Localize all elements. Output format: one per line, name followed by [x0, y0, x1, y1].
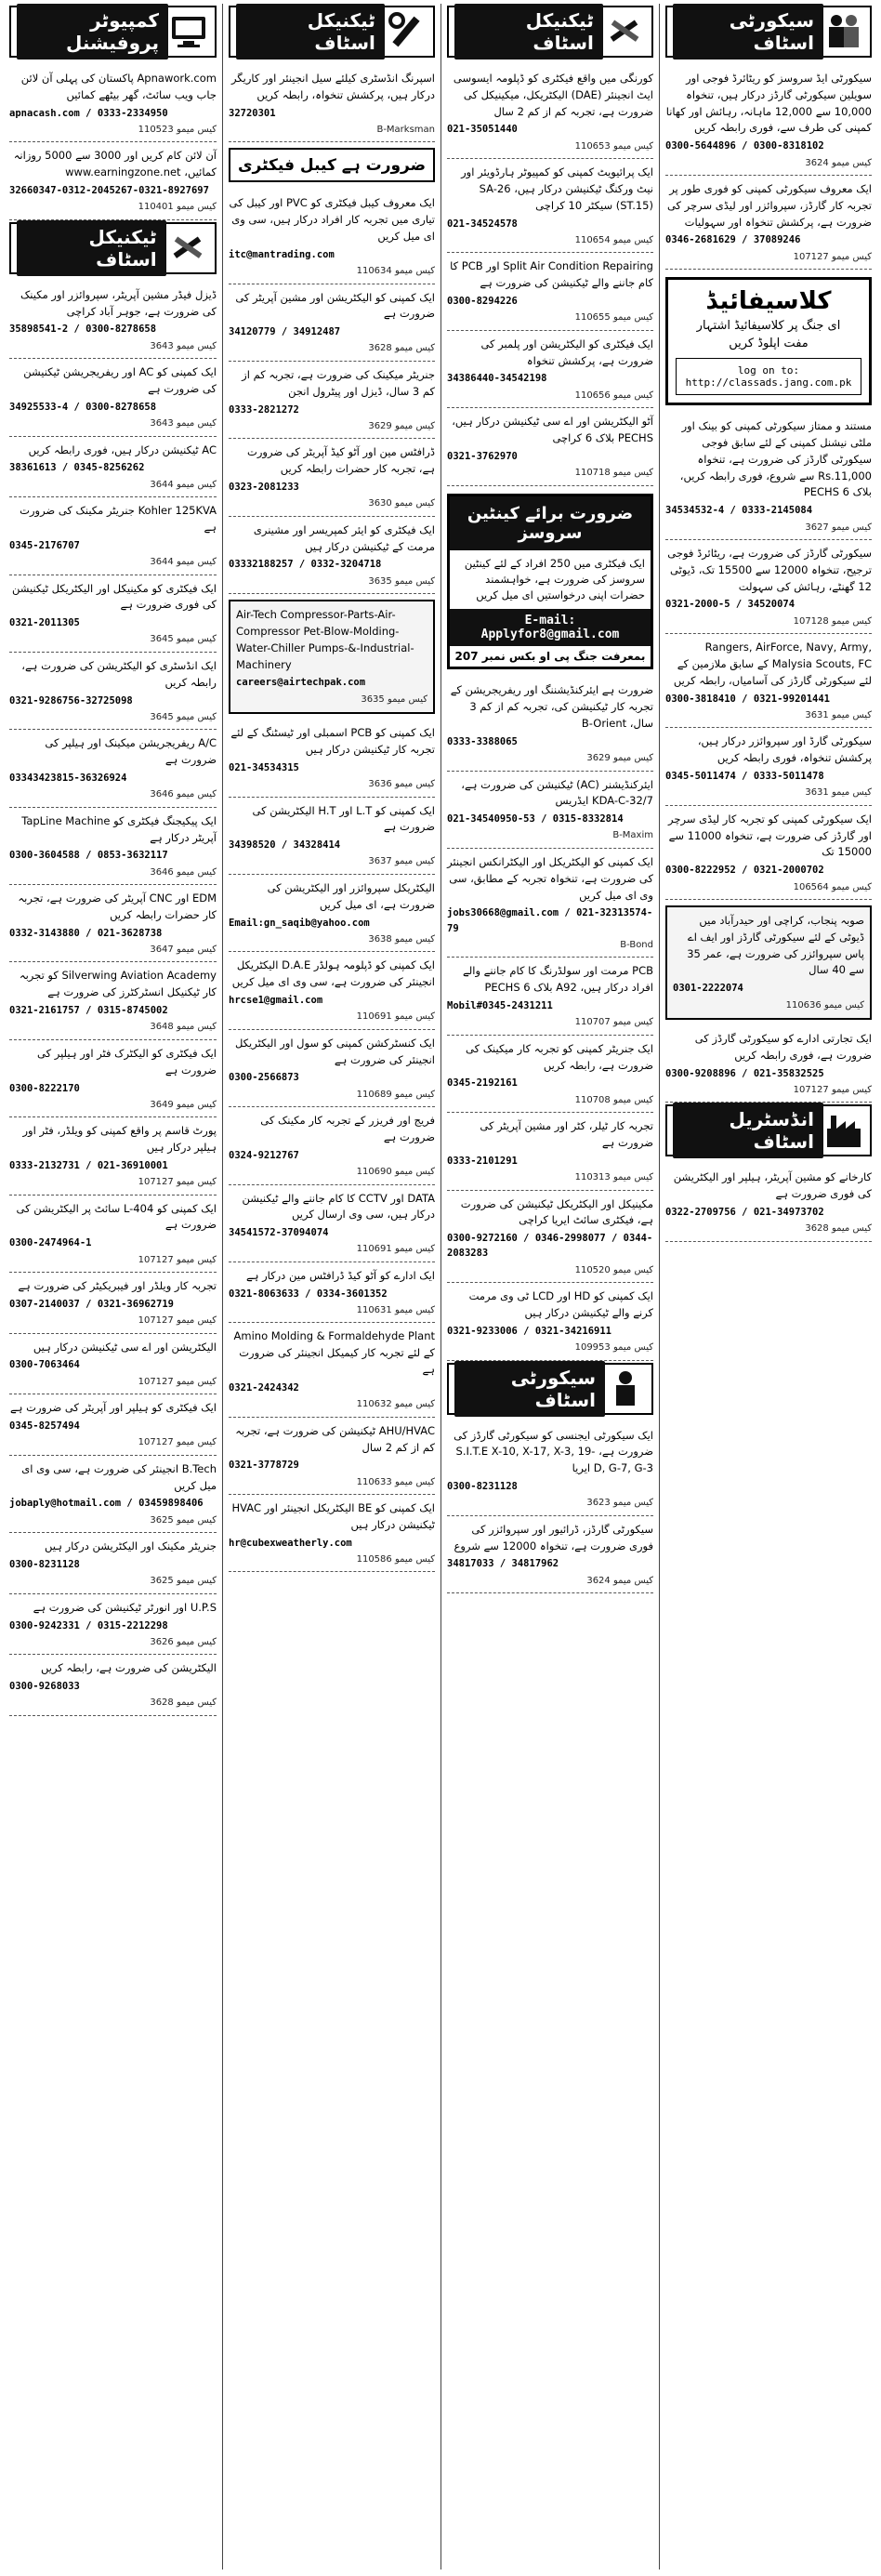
ad-memo: کیس میمو 110401	[138, 202, 217, 213]
ad-memo: کیس میمو 3628	[805, 1223, 872, 1235]
ad-text: ایک فیکٹری کو الیکٹریشن اور پلمبر کی ضرورت ہے، پرکشش تنخواہ	[480, 337, 653, 367]
ad-memo: کیس میمو 106564	[793, 881, 872, 892]
ad-phone: 34534532-4 / 0333-2145084	[665, 505, 813, 517]
ad-text: تجربہ کار ٹیلر، کٹر اور مشین آپریٹر کی ضرورت ہے	[480, 1119, 653, 1149]
classified-ad	[229, 517, 435, 594]
classified-ad	[447, 159, 653, 253]
ad-memo: کیس میمو 3649	[150, 1099, 217, 1110]
ad-phone: Mobil#0345-2431211	[447, 1000, 553, 1012]
ad-memo: کیس میمو 110718	[574, 468, 653, 479]
ad-phone: 0300-3818410 / 0321-99201441	[665, 693, 831, 705]
ad-phone: 0300-7063464	[9, 1359, 80, 1371]
ad-memo: کیس میمو 3627	[805, 522, 872, 533]
ad-phone: 03343423815-36326924	[9, 772, 127, 784]
ad-memo: کیس میمو 3643	[150, 340, 217, 351]
category-title: سیکورٹی اسٹاف	[673, 4, 823, 59]
classified-ad	[447, 65, 653, 159]
classified-ad	[9, 1394, 217, 1456]
classified-ad	[447, 958, 653, 1035]
ad-phone: 0324-9212767	[229, 1149, 299, 1161]
ad-text: ڈیزل فیڈر مشین آپریٹر، سپروائزر اور مکینک کی ضرورت ہے، جوہر آباد کراچی	[20, 287, 217, 318]
ad-text: فریج اور فریزر کے تجربہ کار مکینک کی ضرورت ہے	[260, 1114, 435, 1143]
ad-text: ایک ادارے کو آٹو کیڈ ڈرافٹس مین درکار ہے	[245, 1268, 435, 1282]
ad-phone: 021-34534315	[229, 761, 299, 773]
ad-text: ایک سیکورٹی کمپنی کو تجربہ کار لیڈی سرچر اور گارڈز کی ضرورت ہے، تنخواہ 11000 سے 15000 تک	[668, 812, 872, 859]
classified-ad	[665, 806, 872, 900]
ad-phone: 0300-8231128	[9, 1558, 80, 1570]
ad-text: ایک فیکٹری کو ایئر کمپریسر اور مشینری مرمت کے ٹیکنیشن درکار ہیں	[253, 522, 435, 553]
category-title: ٹیکنیکل اسٹاف	[236, 4, 385, 59]
ad-text: ایک کمپنی کو الیکٹریکل اور الیکٹرانکس انجینئر کی ضرورت ہے، تنخواہ تجربہ کے مطابق، سی وی ای میل کریں	[447, 854, 653, 902]
classified-ad	[665, 1025, 872, 1103]
classified-ad	[229, 1185, 435, 1262]
ad-phone: 34541572-37094074	[229, 1227, 329, 1239]
ad-memo: کیس میمو 110707	[574, 1017, 653, 1028]
promo-line: ای جنگ پر کلاسیفائیڈ اشتہار	[696, 319, 841, 334]
ad-text: صوبہ پنجاب، کراچی اور حیدرآباد میں ڈیوٹی کے لئے سیکورٹی گارڈز اور ایف اے پاس سپروائزر کی ضرورت ہے، عمر 35 سے 40 سال	[687, 914, 864, 977]
ad-phone: 03332188257 / 0332-3204718	[229, 559, 382, 571]
canteen-ad-footer: بمعرفت جنگ پی او بکس نمبر 207	[454, 650, 646, 664]
ad-memo: کیس میمو 107127	[138, 1254, 217, 1265]
ad-memo: کیس میمو 3646	[150, 866, 217, 878]
ad-memo: کیس میمو 110631	[356, 1304, 435, 1315]
ad-memo: کیس میمو 110633	[356, 1476, 435, 1487]
ad-text: ایک کمپنی کو HD اور LCD ٹی وی مرمت کرنے والے ٹیکنیشن درکار ہیں	[468, 1289, 653, 1320]
ad-text: Split Air Condition Repairing اور PCB کا کام جاننے والے ٹیکنیشن کی ضرورت ہے	[450, 259, 653, 290]
canteen-ad-text: ایک فیکٹری میں 250 افراد کے لئے کینٹین سروسز کی ضرورت ہے، خواہشمند حضرات اپنی درخواستیں ای میل کریں	[464, 556, 645, 602]
ad-memo: کیس میمو 3645	[150, 711, 217, 722]
ad-text: مستند و ممتاز سیکورٹی کمپنی کو بینک اور ملٹی نیشنل کمپنی کے لئے سابق فوجی سیکورٹی گارڈز کی ضرورت ہے، تنخواہ Rs.11,000 سے شروع، فوری رابطہ کریں، بلاک 6 PECHS	[679, 419, 872, 499]
ad-memo: کیس میمو 110654	[574, 234, 653, 245]
ad-memo: کیس میمو 3635	[361, 694, 427, 705]
ad-memo: کیس میمو 107128	[793, 615, 872, 627]
column-security-staff	[659, 4, 877, 2569]
classified-ad	[9, 653, 217, 730]
ad-text: سیکورٹی گارڈ اور سپروائزر درکار ہیں، پرکشش تنخواہ، فوری رابطہ کریں	[697, 734, 872, 765]
classified-ad	[9, 359, 217, 436]
computer-icon	[168, 11, 209, 52]
ad-phone: 0300-9242331 / 0315-2212298	[9, 1619, 168, 1631]
ad-memo: کیس میمو 110634	[356, 266, 435, 277]
ad-memo: کیس میمو 3625	[150, 1576, 217, 1587]
classified-ad	[229, 952, 435, 1029]
ad-memo: کیس میمو 109953	[574, 1342, 653, 1354]
ad-phone: jobs30668@gmail.com / 021-32313574-79	[447, 907, 653, 934]
ad-memo: کیس میمو 3646	[150, 789, 217, 800]
ad-phone: 38361613 / 0345-8256262	[9, 462, 145, 474]
ad-memo: کیس میمو 3631	[805, 709, 872, 720]
ad-text: جنریٹر مکینک اور الیکٹریشن درکار ہیں	[45, 1539, 217, 1553]
ad-phone: 0333-2101291	[447, 1155, 518, 1167]
classified-ad	[447, 1113, 653, 1190]
ad-text: جنریٹر میکینک کی ضرورت ہے، تجربہ کم از کم 3 سال، ڈیزل اور پیٹرول انجن	[242, 367, 435, 398]
ad-memo: کیس میمو 3624	[586, 1575, 653, 1586]
column-technical-staff-2	[222, 4, 440, 2569]
ad-memo: کیس میمو 3637	[368, 856, 435, 867]
ad-phone: 0300-5644896 / 0300-8318102	[665, 140, 824, 152]
ad-text: ایک کمپنی کو BE الیکٹریکل انجینئر اور HVAC ٹیکنیشن درکار ہیں	[231, 1501, 435, 1531]
classified-ad	[229, 1323, 435, 1417]
ad-memo: کیس میمو 110313	[574, 1172, 653, 1183]
ad-text: ایک کنسٹرکشن کمپنی کو سول اور الیکٹریکل انجینئر کی ضرورت ہے	[234, 1036, 435, 1066]
ad-phone: 0333-2132731 / 021-36910001	[9, 1159, 168, 1171]
classified-ad	[229, 1107, 435, 1184]
ad-memo: کیس میمو 107127	[138, 1177, 217, 1188]
ad-text: Silverwing Aviation Academy کو تجربہ کار ٹیکنیکل انسٹرکٹرز کی ضرورت ہے	[19, 969, 217, 999]
ad-phone: 34925533-4 / 0300-8278658	[9, 401, 157, 413]
ad-text: ایک کمپنی کو PCB اسمبلی اور ٹیسٹنگ کے لئے تجربہ کار ٹیکنیشن درکار ہیں	[230, 726, 435, 756]
category-header-security-2	[447, 1363, 653, 1415]
ad-text: U.P.S اور انورٹر ٹیکنیشن کی ضرورت ہے	[33, 1600, 217, 1614]
classified-ad	[9, 1040, 217, 1117]
ad-phone: hr@cubexweatherly.com	[229, 1537, 352, 1549]
ad-text: Rangers, AirForce, Navy, Army, Malysia Scouts, FC کے سابق ملازمین کے لئے سیکورٹی گارڈز کی آسامیاں، رابطہ کریں	[673, 641, 872, 687]
ad-memo: کیس میمو 3629	[586, 753, 653, 764]
wrench-icon	[385, 11, 427, 52]
ad-text: الیکٹریشن اور اے سی ٹیکنیشن درکار ہیں	[33, 1340, 217, 1354]
classified-ad	[9, 1196, 217, 1273]
category-header-computer	[9, 6, 217, 58]
ad-text: آن لائن کام کریں اور 3000 سے 5000 روزانہ کمائیں، www.earningzone.net	[13, 149, 217, 179]
classified-ad	[229, 190, 435, 284]
classified-ad	[665, 540, 872, 634]
classified-ad	[665, 634, 872, 728]
classified-ad	[229, 362, 435, 439]
ad-phone: 021-35051440	[447, 124, 518, 136]
ad-phone: 0323-2081233	[229, 482, 299, 493]
classified-ad	[229, 875, 435, 952]
classified-ad	[9, 282, 217, 359]
ad-text: ایک کمپنی کو الیکٹریشن اور مشین آپریٹر کی ضرورت ہے	[235, 290, 435, 321]
ad-phone: 0345-2192161	[447, 1077, 518, 1090]
ad-text: ایک انڈسٹری کو الیکٹریشن کی ضرورت ہے، رابطہ کریں	[21, 658, 217, 689]
ad-memo: کیس میمو 3624	[805, 157, 872, 168]
category-header-industrial	[665, 1104, 872, 1156]
ad-text: تجربہ کار ویلڈر اور فیبریکیٹر کی ضرورت ہے	[18, 1279, 217, 1293]
ad-text: AC ٹیکنیشن درکار ہیں، فوری رابطہ کریں	[28, 443, 217, 456]
classified-ad	[665, 65, 872, 176]
ad-text: ایک فیکٹری کو مکینیکل اور الیکٹریکل ٹیکنیشن کی فوری ضرورت ہے	[11, 581, 217, 612]
ad-text: ایک کمپنی کو AC اور ریفریجریشن ٹیکنیشن کی ضرورت ہے	[23, 365, 217, 395]
promo-url-link[interactable]: log on to: http://classads.jang.com.pk	[676, 358, 861, 395]
classified-ad	[229, 284, 435, 362]
classified-ad	[229, 720, 435, 797]
ad-memo: کیس میمو 3635	[368, 575, 435, 587]
classified-ad	[447, 849, 653, 958]
ad-memo: کیس میمو 107127	[138, 1315, 217, 1327]
ad-text: سیکورٹی گارڈز، ڈرائیور اور سپروائزر کی فوری ضرورت ہے، تنخواہ 12000 سے شروع	[454, 1522, 653, 1552]
ad-text: ایک کمپنی کو L.T اور H.T الیکٹریشن کی ضرورت ہے	[252, 803, 435, 834]
classified-ad	[447, 1422, 653, 1516]
ad-phone: 0307-2140037 / 0321-36962719	[9, 1298, 175, 1310]
category-header-technical	[447, 6, 653, 58]
classified-ad	[229, 439, 435, 516]
ad-text: ایک سیکورٹی ایجنسی کو سیکورٹی گارڈز کی ضرورت ہے، S.I.T.E X-10, X-17, X-3, 19-D, G-7, G-3 ایریا	[454, 1428, 653, 1475]
category-header-security	[665, 6, 872, 58]
ad-email[interactable]: careers@airtechpak.com	[236, 677, 366, 689]
classified-ad	[447, 331, 653, 408]
ad-phone: 0300-8231128	[447, 1481, 518, 1493]
ad-phone: 0321-9233006 / 0321-34216911	[447, 1325, 612, 1337]
classified-ad	[9, 1334, 217, 1395]
category-title: سیکورٹی اسٹاف	[454, 1361, 605, 1417]
classified-ad-boxed	[665, 905, 872, 1020]
ad-text: Amino Molding & Formaldehyde Plant کے لئے تجربہ کار کیمیکل انجینئر کی ضرورت ہے	[233, 1329, 435, 1377]
ad-phone: 32660347-0312-2045267-0321-8927697	[9, 185, 209, 197]
ad-text: سیکورٹی گارڈز کی ضرورت ہے، ریٹائرڈ فوجی ترجیح، تنخواہ 12000 سے 15500 تک، ڈیوٹی 12 گھنٹے، رہائش کی سہولت	[667, 547, 872, 593]
ad-phone: 0321-3778729	[229, 1460, 299, 1472]
tools-icon	[166, 228, 209, 269]
classified-ad	[9, 65, 217, 142]
category-title: ٹیکنیکل اسٹاف	[454, 4, 603, 59]
ad-phone: 0300-8294226	[447, 296, 518, 308]
ad-text: الیکٹریشن کی ضرورت ہے، رابطہ کریں	[40, 1661, 217, 1675]
ad-phone: 35898541-2 / 0300-8278658	[9, 324, 157, 336]
ad-memo: کیس میمو 3629	[368, 420, 435, 431]
ad-text: ایئرکنڈیشنر (AC) ٹیکنیشن کی ضرورت ہے، KDA-C-32/7 ایڈریس	[461, 777, 653, 808]
ad-memo: B-Bond	[620, 939, 653, 950]
ad-memo: کیس میمو 3643	[150, 418, 217, 429]
ad-memo: کیس میمو 3644	[150, 479, 217, 490]
ad-phone: 0345-5011474 / 0333-5011478	[665, 771, 824, 783]
classified-ad	[9, 1533, 217, 1594]
classified-ad	[9, 730, 217, 807]
ad-text: ایک کمپنی کو ڈپلومہ ہولڈر D.A.E الیکٹریکل انجینئر کی ضرورت ہے، سی وی ای میل کریں	[231, 958, 435, 989]
ad-phone: 0321-9286756-32725098	[9, 694, 133, 707]
category-header-technical	[229, 6, 435, 58]
classified-ad	[229, 1262, 435, 1324]
ad-phone: 32720301	[229, 107, 276, 119]
classified-ad	[229, 1418, 435, 1495]
ad-phone: 0300-2474964-1	[9, 1237, 92, 1249]
ad-memo: کیس میمو 3648	[150, 1022, 217, 1033]
ad-phone: 0333-3388065	[447, 735, 518, 747]
ad-text: AHU/HVAC ٹیکنیشن کی ضرورت ہے، تجربہ کم از کم 2 سال	[235, 1423, 435, 1454]
ad-memo: کیس میمو 110520	[574, 1264, 653, 1275]
classified-ad	[229, 65, 435, 142]
category-title: ٹیکنیکل اسٹاف	[17, 220, 166, 276]
ad-text: ایک جنریٹر کمپنی کو تجربہ کار میکینک کی ضرورت ہے، رابطہ کریں	[466, 1041, 653, 1072]
category-title: کمپیوٹر پروفیشنل	[17, 4, 168, 59]
ad-memo: کیس میمو 3625	[150, 1514, 217, 1526]
classified-ad	[9, 437, 217, 498]
airtech-ad	[229, 600, 435, 714]
classified-ad	[9, 808, 217, 885]
ad-memo: کیس میمو 107127	[138, 1376, 217, 1387]
classified-ad	[447, 1283, 653, 1360]
classified-ad	[9, 1273, 217, 1334]
ad-memo: کیس میمو 110523	[138, 124, 217, 135]
classified-ad	[9, 1594, 217, 1656]
classified-ad	[447, 677, 653, 771]
classified-ad	[9, 885, 217, 962]
ad-text: PCB مرمت اور سولڈرنگ کا کام جاننے والے افراد درکار ہیں، A92 بلاک 6 PECHS	[463, 964, 653, 995]
ad-phone: 0300-3604588 / 0853-3632117	[9, 850, 168, 862]
ad-phone: 0300-9268033	[9, 1681, 80, 1693]
classified-ad	[9, 1117, 217, 1195]
ad-phone: hrcse1@gmail.com	[229, 994, 323, 1006]
security-guard-icon	[823, 11, 864, 52]
ad-memo: کیس میمو 3628	[150, 1698, 217, 1709]
ad-text: مکینیکل اور الیکٹریکل ٹیکنیشن کی ضرورت ہے، فیکٹری سائٹ ایریا کراچی	[460, 1196, 653, 1227]
ad-memo: کیس میمو 3645	[150, 634, 217, 645]
ad-memo: کیس میمو 110653	[574, 140, 653, 152]
ad-text: کورنگی میں واقع فیکٹری کو ڈپلومہ ایسوسی ایٹ انجینئر (DAE) الیکٹریکل، میکینیکل کی ضرورت ہے، تجربہ کم از کم 2 سال	[453, 72, 653, 118]
classified-ad	[9, 575, 217, 653]
ad-memo: کیس میمو 107127	[793, 1084, 872, 1095]
ad-memo: کیس میمو 3630	[368, 498, 435, 509]
ad-phone: 0321-2011305	[9, 617, 80, 629]
ad-memo: کیس میمو 107127	[138, 1437, 217, 1448]
ad-phone: 34120779 / 34912487	[229, 326, 341, 338]
classified-ad	[447, 253, 653, 330]
ad-phone: 021-34540950-53 / 0315-8332814	[447, 813, 624, 826]
ad-memo: کیس میمو 110690	[356, 1167, 435, 1178]
tools-icon	[603, 11, 646, 52]
canteen-ad-title: ضرورت برائے کینٹین سروسز	[450, 496, 651, 550]
security-guard-icon	[605, 1368, 646, 1409]
ad-text: آٹو الیکٹریشن اور اے سی ٹیکنیشن درکار ہیں، PECHS بلاک 6 کراچی	[452, 415, 653, 444]
ad-memo: کیس میمو 110636	[785, 999, 864, 1011]
ad-phone: 0300-2566873	[229, 1072, 299, 1084]
classified-ad	[229, 1030, 435, 1107]
ad-phone: 0345-2176707	[9, 539, 80, 551]
ad-phone: 0321-8063633 / 0334-3601352	[229, 1288, 388, 1300]
ad-text: Kohler 125KVA جنریٹر مکینک کی ضرورت ہے	[20, 504, 217, 534]
ad-text: پورٹ قاسم پر واقع کمپنی کو ویلڈر، فٹر اور ہیلپر درکار ہیں	[22, 1124, 217, 1155]
ad-memo: کیس میمو 3636	[368, 779, 435, 790]
ad-phone: 34817033 / 34817962	[447, 1558, 559, 1570]
classified-ad	[447, 1191, 653, 1284]
ad-phone: 0321-2000-5 / 34520074	[665, 599, 796, 611]
column-technical-staff-1	[440, 4, 659, 2569]
ad-phone: 0345-8257494	[9, 1420, 80, 1433]
ad-memo: کیس میمو 110689	[356, 1089, 435, 1100]
ad-memo: کیس میمو 3631	[805, 787, 872, 799]
ad-memo: کیس میمو 110708	[574, 1094, 653, 1105]
promo-title: کلاسیفائیڈ	[705, 287, 832, 316]
ad-text: ایک فیکٹری کو ہیلپر اور آپریٹر کی ضرورت ہے	[10, 1401, 217, 1415]
classifieds-promo-box	[665, 277, 872, 405]
classified-ad	[447, 408, 653, 485]
cable-factory-heading: ضرورت ہے کیبل فیکٹری	[229, 148, 435, 182]
ad-memo: کیس میمو 110656	[574, 390, 653, 401]
classified-ad	[665, 413, 872, 540]
ad-phone: 0300-8222170	[9, 1082, 80, 1094]
ad-text: B.Tech انجینئر کی ضرورت ہے، سی وی ای میل کریں	[21, 1461, 217, 1492]
classified-ad	[9, 1655, 217, 1716]
ad-phone: 0301-2222074	[673, 983, 743, 995]
classified-ad	[665, 1164, 872, 1241]
ad-memo: کیس میمو 3623	[586, 1498, 653, 1509]
classified-ad	[9, 1456, 217, 1533]
classified-ad	[229, 1495, 435, 1572]
canteen-ad-email-link[interactable]: E-mail: Applyfor8@gmail.com	[450, 609, 651, 646]
ad-phone: jobaply@hotmail.com / 03459898406	[9, 1498, 204, 1510]
ad-phone: 0321-2161757 / 0315-8745002	[9, 1005, 168, 1017]
ad-phone: 0321-2424342	[229, 1381, 299, 1394]
ad-text: ضرورت ہے ایئرکنڈیشننگ اور ریفریجریشن کے تجربہ کار ٹیکنیشن کی، تجربہ کم از کم 3 سال، B-Orient	[450, 683, 653, 730]
ad-memo: کیس میمو 3626	[150, 1636, 217, 1647]
promo-line: مفت اپلوڈ کریں	[729, 337, 809, 351]
ad-memo: کیس میمو 107127	[793, 251, 872, 262]
ad-memo: کیس میمو 110655	[574, 312, 653, 324]
ad-memo: کیس میمو 3638	[368, 933, 435, 945]
classified-ad	[665, 176, 872, 270]
classified-ad	[229, 798, 435, 875]
ad-phone: Email:gn_saqib@yahoo.com	[229, 917, 370, 929]
canteen-services-ad	[447, 494, 653, 670]
classified-ad	[447, 772, 653, 849]
ad-phone: 0300-8222952 / 0321-2000702	[665, 865, 824, 877]
category-title: انڈسٹریل اسٹاف	[673, 1103, 823, 1158]
ad-phone: 0300-9272160 / 0346-2998077 / 0344-2083283	[447, 1233, 653, 1260]
factory-icon	[823, 1110, 864, 1151]
classified-ad	[9, 142, 217, 219]
classified-ad	[9, 497, 217, 575]
ad-phone: itc@mantrading.com	[229, 248, 335, 260]
ad-memo: B-Marksman	[376, 124, 435, 135]
ad-text: ایک معروف سیکورٹی کمپنی کو فوری طور پر تجربہ کار گارڈز، سپروائزر اور لیڈی سرچر کی ضرورت ہے، پرکشش تنخواہ اور سہولیات	[666, 182, 872, 229]
ad-phone: 0332-3143880 / 021-3628738	[9, 927, 163, 939]
ad-text: ایک پرائیویٹ کمپنی کو کمپیوٹر ہارڈویئر اور نیٹ ورکنگ ٹیکنیشن درکار ہیں، SA-26 (ST.15) سیکٹر 10 کراچی	[461, 165, 653, 212]
ad-phone: apnacash.com / 0333-2334950	[9, 107, 168, 119]
ad-phone: 34398520 / 34328414	[229, 839, 341, 852]
ad-memo: کیس میمو 110632	[356, 1399, 435, 1410]
ad-text: ایک پیکیجنگ فیکٹری کو TapLine Machine آپریٹر درکار ہے	[21, 813, 217, 844]
ad-text: Apnawork.com پاکستان کی پہلی آن لائن جاب ویب سائٹ، گھر بیٹھے کمائیں	[20, 72, 217, 101]
ad-phone: 0346-2681629 / 37089246	[665, 234, 801, 246]
ad-text: سیکورٹی ایڈ سروسز کو ریٹائرڈ فوجی اور سویلین سیکورٹی گارڈز درکار ہیں، تنخواہ 10,000 سے 12,000 ماہانہ، رہائش اور کھانا کمپنی کی طرف سے، فوری رابطہ کریں	[665, 72, 872, 135]
ad-phone: 0322-2709756 / 021-34973702	[665, 1207, 824, 1219]
ad-text: DATA اور CCTV کا کام جاننے والے ٹیکنیشن درکار ہیں، سی وی ارسال کریں	[242, 1191, 435, 1222]
ad-text: کارخانے کو مشین آپریٹر، ہیلپر اور الیکٹریشن کی فوری ضرورت ہے	[673, 1170, 872, 1201]
ad-text: اسپرنگ انڈسٹری کیلئے سیل انجینئر اور کاریگر درکار ہیں، پرکشش تنخواہ، رابطہ کریں	[230, 72, 435, 101]
classified-ad	[9, 962, 217, 1039]
column-computer-professional	[4, 4, 222, 2569]
ad-memo: کیس میمو 3644	[150, 557, 217, 568]
ad-text: EDM اور CNC آپریٹر کی ضرورت ہے، تجربہ کار حضرات رابطہ کریں	[18, 892, 217, 921]
ad-text: ایک کمپنی کو L-404 سائٹ پر الیکٹریشن کی ضرورت ہے	[16, 1201, 217, 1232]
ad-phone: 0300-9208896 / 021-35832525	[665, 1067, 824, 1079]
ad-text: ڈرافٹس مین اور آٹو کیڈ آپریٹر کی ضرورت ہے، تجربہ کار حضرات رابطہ کریں	[247, 445, 435, 476]
ad-memo: کیس میمو 3647	[150, 944, 217, 955]
ad-text: الیکٹریکل سپروائزر اور الیکٹریشن کی ضرورت ہے، ای میل کریں	[267, 880, 435, 911]
ad-text: ایک تجارتی ادارے کو سیکورٹی گارڈز کی ضرورت ہے، فوری رابطہ کریں	[694, 1032, 872, 1062]
classified-ad	[447, 1516, 653, 1593]
ad-memo: کیس میمو 3628	[368, 343, 435, 354]
ad-phone: 34386440-34542198	[447, 373, 547, 385]
ad-memo: کیس میمو 110691	[356, 1244, 435, 1255]
ad-phone: 0321-3762970	[447, 450, 518, 462]
ad-text: A/C ریفریجریشن میکینک اور ہیلپر کی ضرورت ہے	[45, 736, 217, 767]
ad-text: Air-Tech Compressor-Parts-Air-Compressor Pet-Blow-Molding-Water-Chiller Pumps-&-Industrial-Machinery	[236, 608, 414, 671]
ad-text: ایک فیکٹری کو الیکٹرک فٹر اور ہیلپر کی ضرورت ہے	[37, 1046, 217, 1077]
ad-phone: 0333-2821272	[229, 403, 299, 416]
ad-memo: کیس میمو 110586	[356, 1553, 435, 1565]
ad-memo: کیس میمو 110691	[356, 1011, 435, 1023]
ad-phone: 021-34524578	[447, 218, 518, 230]
ad-text: ایک معروف کیبل فیکٹری کو PVC اور کیبل کی تیاری میں تجربہ کار افراد درکار ہیں، سی وی ای میل کریں	[229, 196, 435, 244]
classified-ad	[665, 728, 872, 805]
classified-ad	[447, 1036, 653, 1113]
ad-memo: B-Maxim	[612, 830, 653, 841]
category-header-technical	[9, 222, 217, 274]
